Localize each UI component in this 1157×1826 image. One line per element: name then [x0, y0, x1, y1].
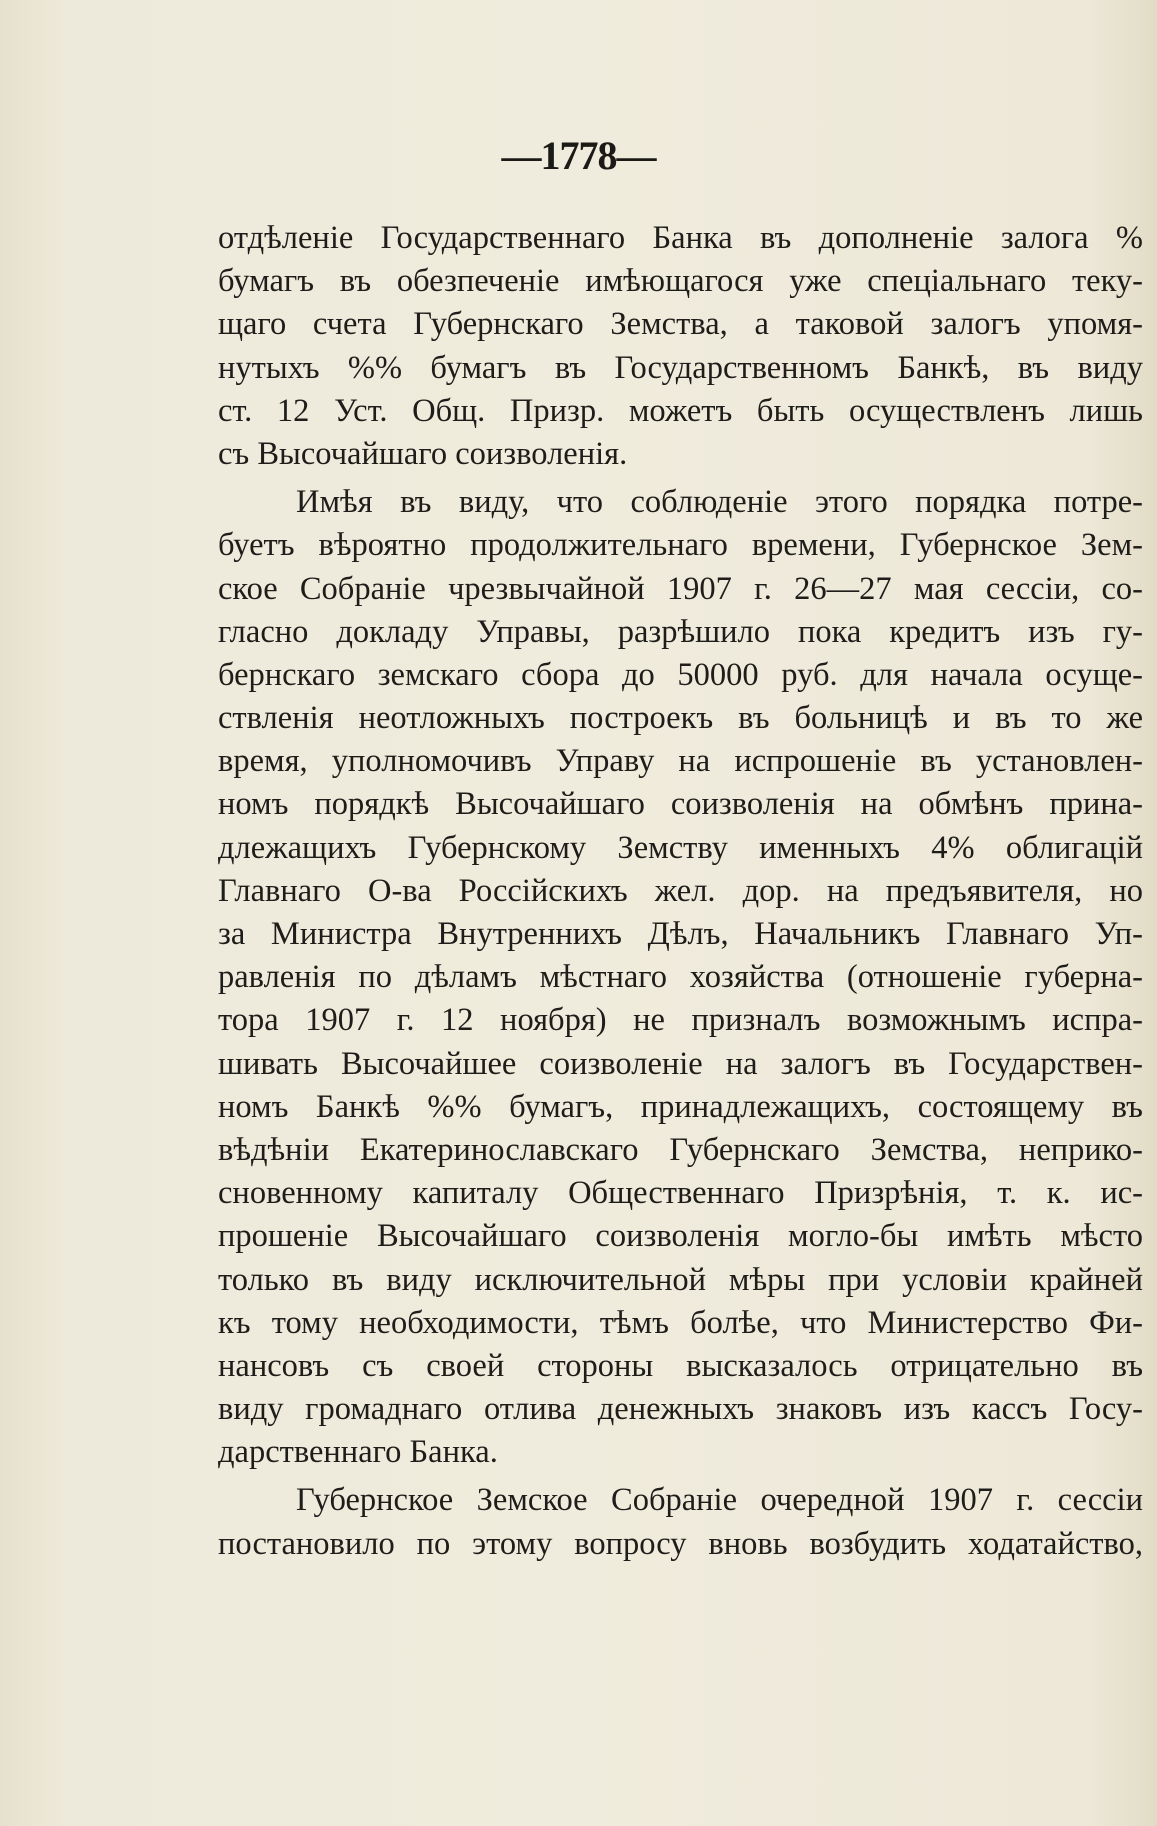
text-line: только въ виду исключительной мѣры при условіи крайней: [218, 1261, 1143, 1298]
text-line: дарственнаго Банка.: [218, 1434, 498, 1471]
text-line: прошеніе Высочайшаго соизволенія могло-бы имѣть мѣсто: [218, 1218, 1143, 1255]
text-line: ствленія неотложныхъ построекъ въ больницѣ и въ то же: [218, 700, 1143, 737]
text-line: Имѣя въ виду, что соблюденіе этого порядка потре-: [296, 484, 1143, 521]
text-line: постановило по этому вопросу вновь возбудить ходатайство,: [218, 1525, 1143, 1562]
text-line: номъ порядкѣ Высочайшаго соизволенія на обмѣнъ прина-: [218, 786, 1143, 823]
text-line: время, уполномочивъ Управу на испрошеніе въ установлен-: [218, 743, 1143, 780]
body-text: [218, 217, 1143, 1566]
text-line: бумагъ въ обезпеченіе имѣющагося уже спеціальнаго теку-: [218, 263, 1143, 300]
text-line: сновенному капиталу Общественнаго Призрѣнія, т. к. ис-: [218, 1175, 1143, 1212]
text-line: шивать Высочайшее соизволеніе на залогъ въ Государствен-: [218, 1045, 1143, 1082]
text-line: Губернское Земское Собраніе очередной 1907 г. сессіи: [296, 1482, 1143, 1519]
text-line: тора 1907 г. 12 ноября) не призналъ возможнымъ испра-: [218, 1002, 1143, 1039]
text-line: равленія по дѣламъ мѣстнаго хозяйства (отношеніе губерна-: [218, 959, 1143, 996]
text-line: вѣдѣніи Екатеринославскаго Губернскаго Земства, неприко-: [218, 1131, 1143, 1168]
text-line: длежащихъ Губернскому Земству именныхъ 4% облигацій: [218, 829, 1143, 866]
text-line: ст. 12 Уст. Общ. Призр. можетъ быть осуществленъ лишь: [218, 392, 1143, 429]
text-line: бернскаго земскаго сбора до 50000 руб. для начала осуще-: [218, 656, 1143, 693]
page-number: —1778—: [501, 133, 656, 178]
text-line: Главнаго О-ва Россійскихъ жел. дор. на предъявителя, но: [218, 872, 1143, 909]
text-line: нансовъ съ своей стороны высказалось отрицательно въ: [218, 1347, 1143, 1384]
text-line: съ Высочайшаго соизволенія.: [218, 435, 628, 472]
text-line: нутыхъ %% бумагъ въ Государственномъ Банкѣ, въ виду: [218, 349, 1143, 386]
text-line: ское Собраніе чрезвычайной 1907 г. 26—27 мая сессіи, со-: [218, 570, 1143, 607]
text-line: къ тому необходимости, тѣмъ болѣе, что Министерство Фи-: [218, 1304, 1143, 1341]
text-line: отдѣленіе Государственнаго Банка въ дополненіе залога %: [218, 220, 1143, 256]
text-line: гласно докладу Управы, разрѣшило пока кредитъ изъ гу-: [218, 613, 1143, 650]
text-line: номъ Банкѣ %% бумагъ, принадлежащихъ, состоящему въ: [218, 1088, 1143, 1125]
text-line: за Министра Внутреннихъ Дѣлъ, Начальникъ Главнаго Уп-: [218, 916, 1143, 952]
text-line: виду громаднаго отлива денежныхъ знаковъ изъ кассъ Госу-: [218, 1391, 1143, 1428]
text-line: щаго счета Губернскаго Земства, а таковой залогъ упомя-: [218, 306, 1143, 343]
text-line: буетъ вѣроятно продолжительнаго времени, Губернское Зем-: [218, 527, 1143, 564]
